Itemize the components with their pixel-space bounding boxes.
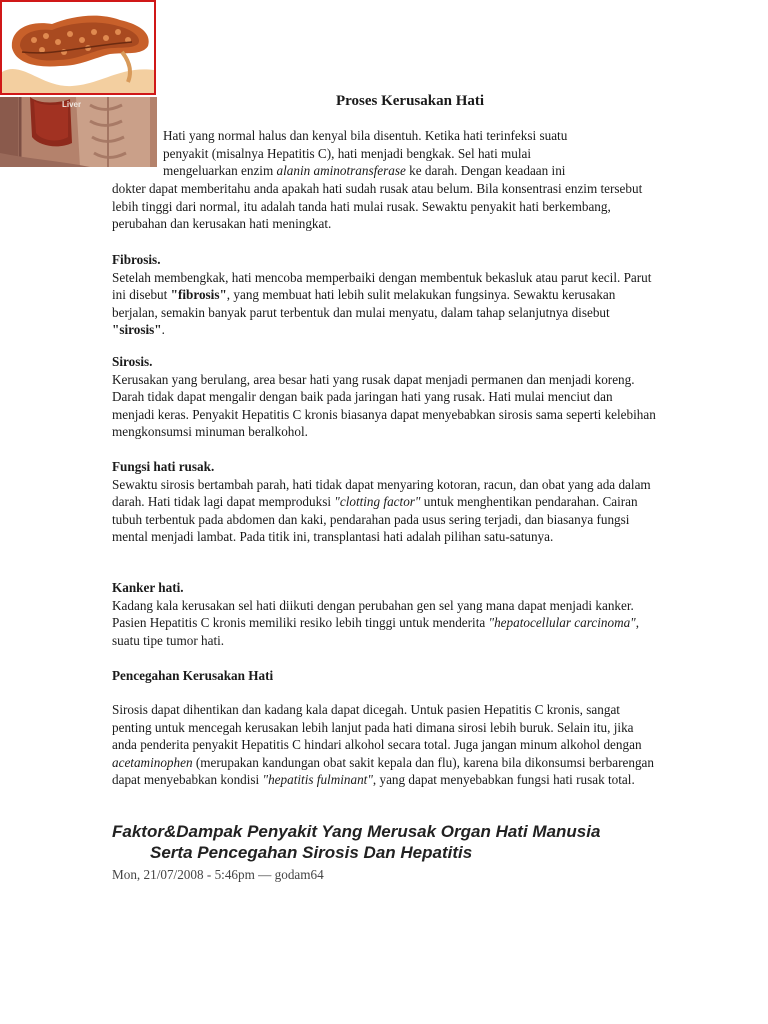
article-subtitle [0,822,768,863]
kanker-text-1: Kadang kala kerusakan sel hati diikuti dengan perubahan gen sel yang mana dapat menjadi kanker. Pasien Hepatitis C kronis memiliki resiko lebih tinggi untuk menderita [112,597,634,630]
pencegahan-text-1: Sirosis dapat dihentikan dan kadang kala dapat dicegah. Untuk pasien Hepatitis C kronis, sangat penting untuk mencegah kerusakan lebih lanjut pada hati dimana sirosi lebih buruk. Selain itu, jika anda penderita penyakit Hepatitis C hindari alkohol secara total. Juga jangan minum alkohol dengan [112,702,642,752]
subtitle-line-2: Serta Pencegahan Sirosis Dan Hepatitis [150,842,473,862]
acetaminophen-term: acetaminophen [112,754,193,770]
section-kanker [112,579,657,649]
fibrosis-text-3: . [161,322,165,337]
pencegahan-text-2: (merupakan kandungan obat sakit kepala dan flu), karena bila dikonsumsi berbarengan dapat menyebabkan kondisi [112,754,654,787]
sirosis-term: "sirosis" [112,322,162,337]
heading-fibrosis: Fibrosis. [112,252,161,267]
fungsi-text-1: Sewaktu sirosis bertambah parah, hati tidak dapat menyaring kotoran, racun, dan obat yang ada dalam darah. Hati tidak lagi dapat memproduksi [112,476,651,509]
pancreas-image [0,0,156,95]
page-title: Proses Kerusakan Hati [335,93,485,109]
sirosis-body: Kerusakan yang berulang, area besar hati yang rusak dapat menjadi permanen dan menjadi koreng. Darah tidak dapat mengalir dengan baik pada jaringan hati yang rusak. Hati mulai menciut dan menjadi keras. Penyakit Hepatitis C kronis biasanya dapat menyebabkan sirosis sama seperti kelebihan mengkonsumsi minuman beralkohol. [112,371,656,439]
fibrosis-text-1: Setelah membengkak, hati mencoba memperbaiki dengan membentuk bekasluk atau parut kecil. Parut ini disebut [112,269,652,302]
section-sirosis [112,353,657,441]
subtitle-line-1: Faktor&Dampak Penyakit Yang Merusak Organ Hati Manusia [112,822,601,841]
intro-line-3a: mengeluarkan enzim [163,163,277,178]
heading-sirosis: Sirosis. [112,354,153,369]
pencegahan-text-3: , yang dapat menyebabkan fungsi hati rusak total. [372,772,635,787]
clotting-factor-term: "clotting factor" [334,494,421,509]
intro-line-1: Hati yang normal halus dan kenyal bila disentuh. Ketika hati terinfeksi suatu [163,128,568,143]
pancreas-illustration [2,2,154,93]
fibrosis-term: "fibrosis" [170,287,227,302]
fulminant-term: "hepatitis fulminant" [262,772,373,787]
fibrosis-text-2: , yang membuat hati lebih sulit melakukan fungsinya. Sewaktu kerusakan berjalan, semakin banyak parut terbentuk dan mulai menyatu, dalam tahap selanjutnya disebut [112,287,616,320]
section-fungsi [112,458,657,546]
enzyme-term: alanin aminotransferase [276,163,406,178]
heading-fungsi: Fungsi hati rusak. [112,459,215,474]
intro-line-2: penyakit (misalnya Hepatitis C), hati menjadi bengkak. Sel hati mulai [163,145,532,161]
intro-line-3b: ke darah. Dengan keadaan ini [405,163,566,178]
kanker-text-2: , suatu tipe tumor hati. [112,615,640,648]
heading-pencegahan: Pencegahan Kerusakan Hati [112,668,274,683]
heading-kanker: Kanker hati. [112,580,184,595]
intro-paragraph-rest: dokter dapat memberitahu anda apakah hati sudah rusak atau belum. Bila konsentrasi enzim tersebut lebih tinggi dari normal, itu adalah tanda hati mulai rusak. Sewaktu penyakit hati berkembang, perubahan dan kerusakan hati meningkat. [112,181,643,231]
intro-paragraph-top [163,127,658,180]
carcinoma-term: "hepatocellular carcinoma" [488,615,636,630]
pencegahan-paragraph [112,701,657,789]
section-fibrosis [112,251,657,339]
post-meta: Mon, 21/07/2008 - 5:46pm — godam64 [112,867,324,882]
liver-label: Liver [62,100,82,109]
fungsi-text-2: untuk menghentikan pendarahan. Cairan tubuh terbentuk pada abdomen dan kaki, pendarahan pada usus sering terjadi, dan biasanya fungsi mental menjadi lambat. Pada titik ini, transplantasi hati adalah pilihan satu-satunya. [112,494,638,544]
